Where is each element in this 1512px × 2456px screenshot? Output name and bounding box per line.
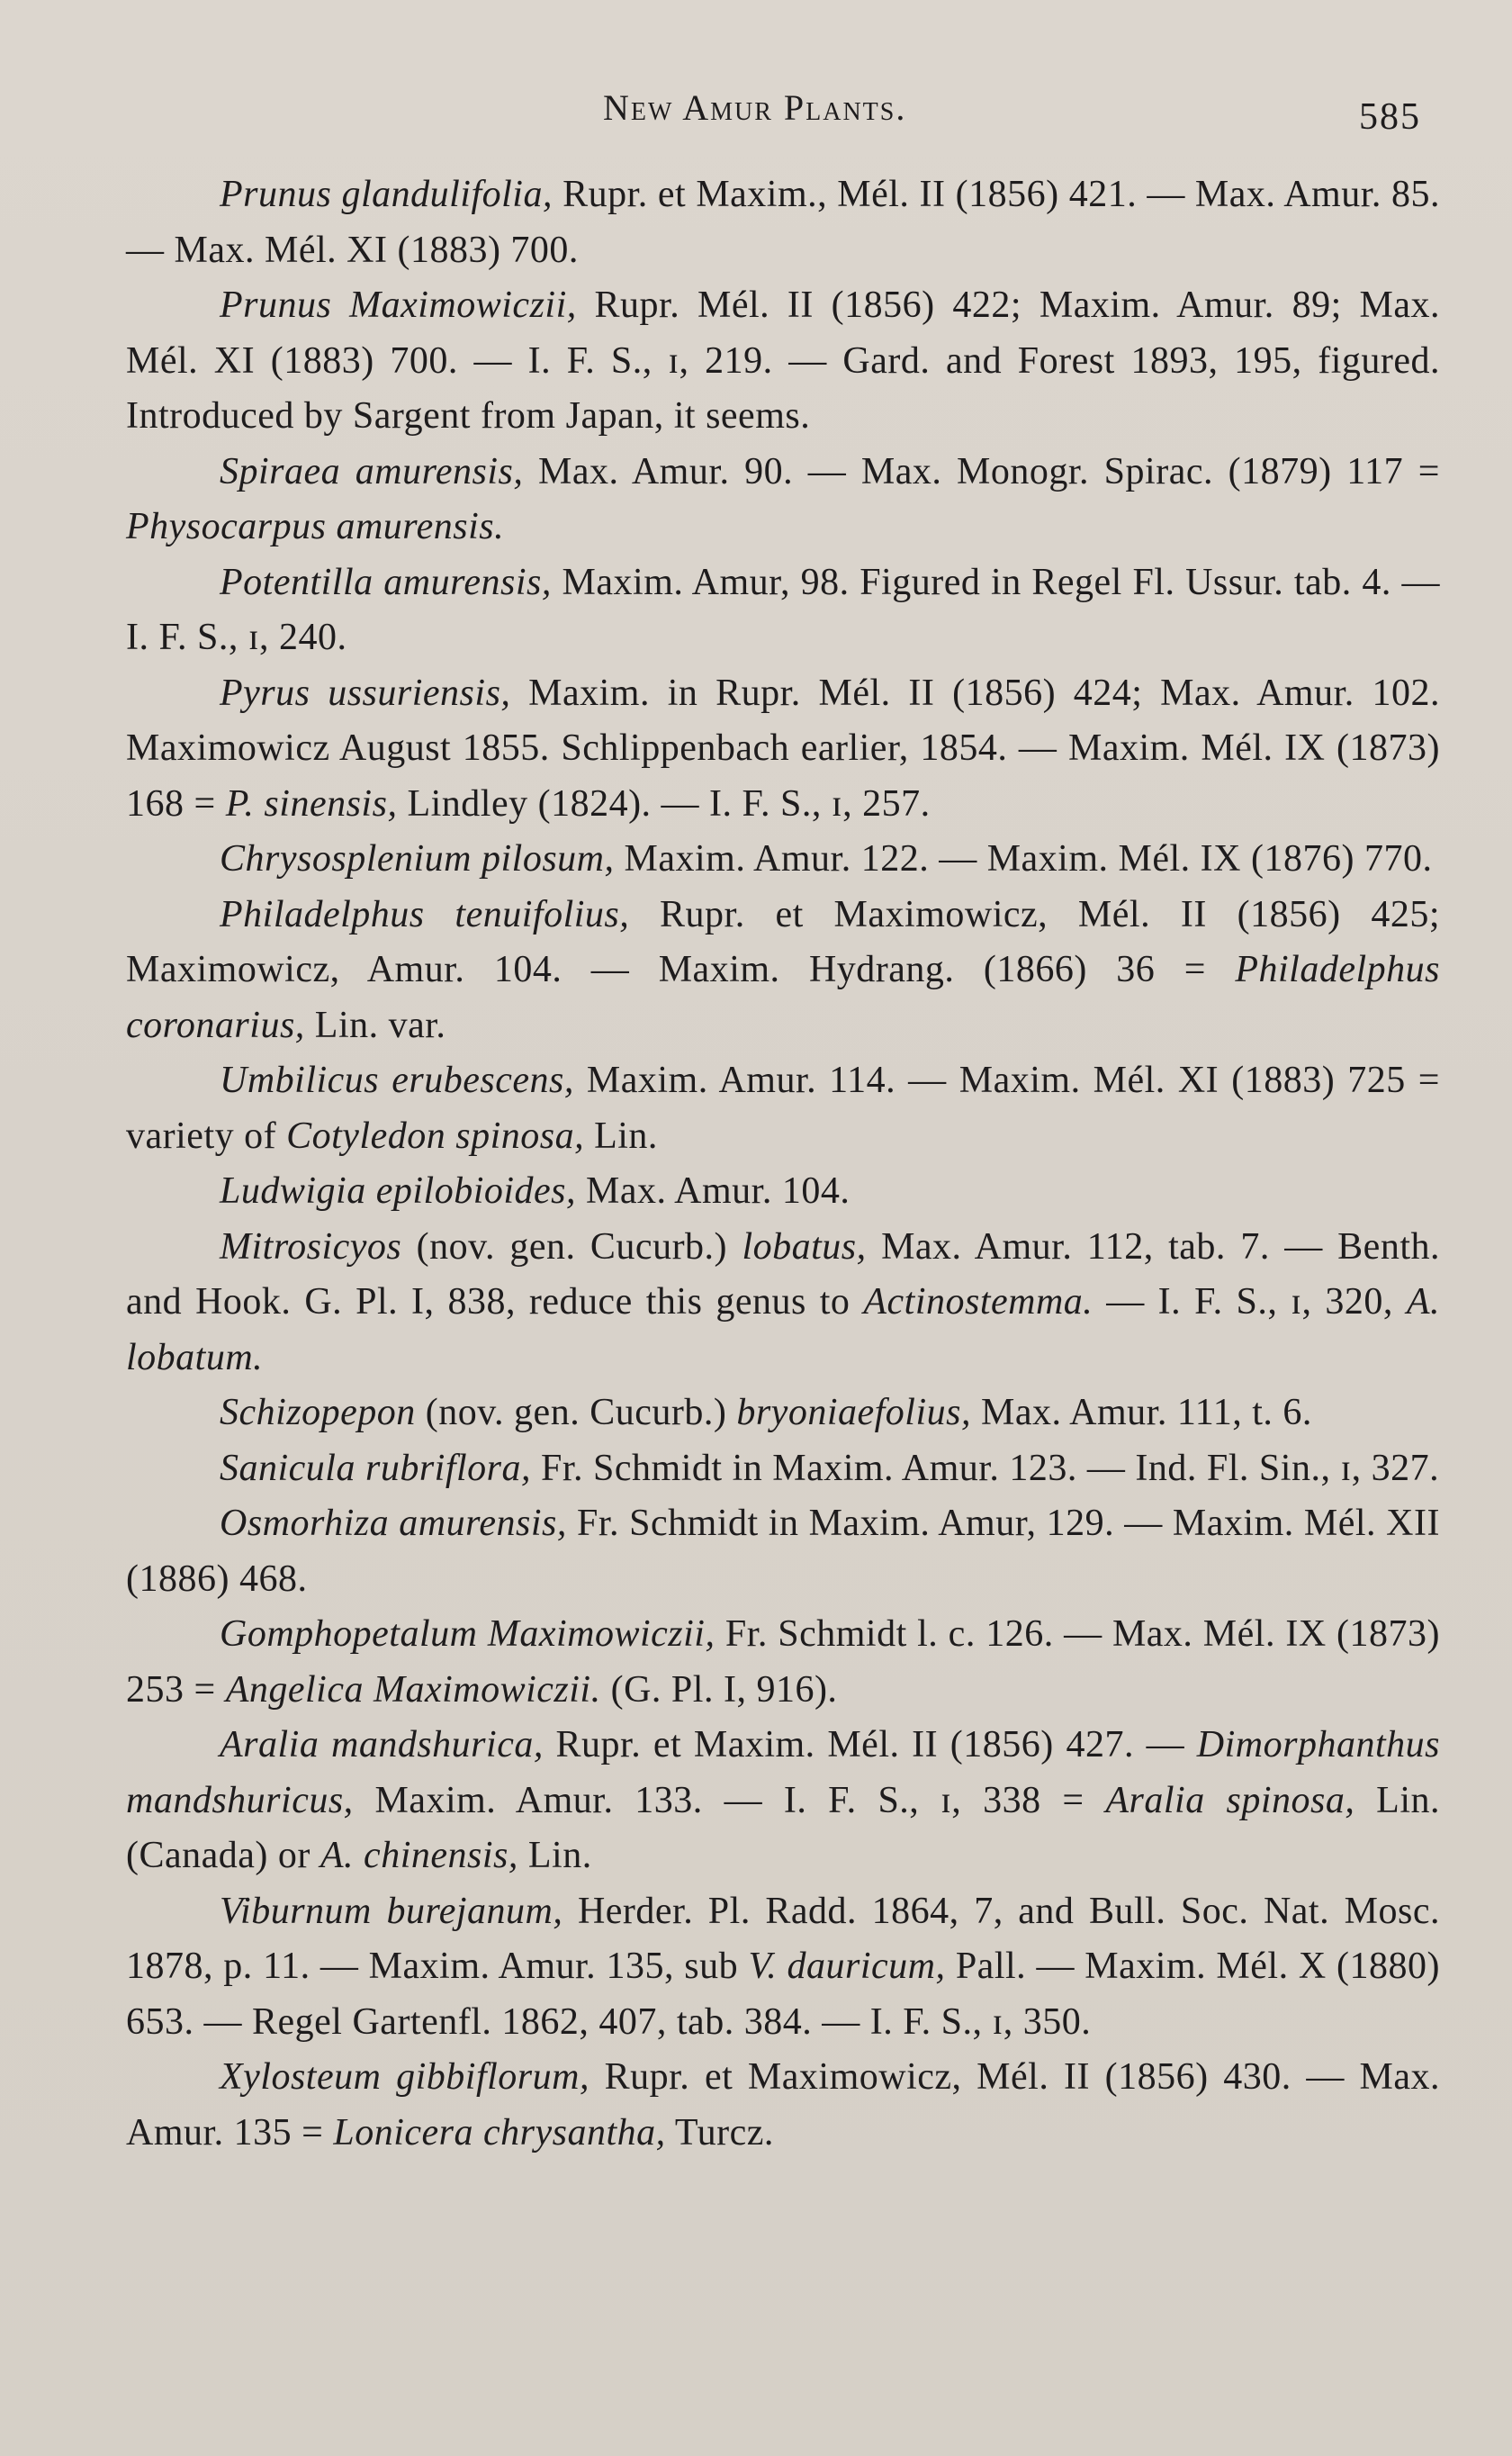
citation-text: — I. F. S., ɪ, 320,: [1093, 1281, 1407, 1323]
citation-text: Maxim. Amur. 122. — Maxim. Mél. IX (1876) 770.: [614, 838, 1433, 880]
citation-text: Rupr. et Maxim. Mél. II (1856) 427. —: [543, 1724, 1197, 1765]
italic-name: Physocarpus amurensis.: [126, 506, 505, 547]
italic-name: Potentilla amurensis,: [220, 561, 552, 603]
citation-text: Maxim. Amur, 98. Figured in Regel Fl. Ussur. tab. 4. — I. F. S., ɪ, 240.: [126, 561, 1440, 658]
species-entry: [126, 1053, 1440, 1164]
species-entry: [126, 666, 1440, 833]
italic-name: lobatus,: [742, 1225, 867, 1268]
citation-text: Maxim. Amur. 133. — I. F. S., ɪ, 338 =: [353, 1779, 1106, 1821]
italic-name: Umbilicus erubescens,: [220, 1060, 574, 1101]
citation-text: Herder. Pl. Radd. 1864, 7, and Bull. Soc. Nat. Mosc. 1878, p. 11. — Maxim. Amur. 135, sub: [126, 1890, 1441, 1987]
citation-text: Rupr. Mél. II (1856) 422; Maxim. Amur. 89; Max. Mél. XI (1883) 700. — I. F. S., ɪ, 219. — Gard. and Forest 1893, 195, figured. Introduced by Sargent from Japan, it seems.: [126, 284, 1440, 437]
citation-text: Maxim. in Rupr. Mél. II (1856) 424; Max. Amur. 102. Maximowicz August 1855. Schlippenbach earlier, 1854. — Maxim. Mél. IX (1873) 168 =: [126, 672, 1440, 825]
italic-name: Gomphopetalum Maximowiczii,: [220, 1613, 716, 1655]
citation-text: Fr. Schmidt in Maxim. Amur. 123. — Ind. Fl. Sin., ɪ, 327.: [531, 1447, 1440, 1489]
citation-text: Pall. — Maxim. Mél. X (1880) 653. — Regel Gartenfl. 1862, 407, tab. 384. — I. F. S., ɪ, 350.: [126, 1946, 1441, 2043]
citation-text: Lin. var.: [304, 1004, 446, 1046]
species-entry: [126, 445, 1440, 555]
citation-text: (nov. gen. Cucurb.): [415, 1392, 737, 1433]
italic-name: Lonicera chrysantha,: [333, 2111, 666, 2154]
italic-name: Aralia mandshurica,: [220, 1724, 544, 1765]
italic-name: Angelica Maximowiczii.: [225, 1668, 601, 1711]
running-head: New Amur Plants.: [603, 87, 907, 128]
italic-name: P. sinensis,: [225, 782, 398, 825]
italic-name: Chrysosplenium pilosum,: [220, 838, 615, 880]
species-entry: [126, 1884, 1440, 2051]
italic-name: Osmorhiza amurensis,: [220, 1503, 567, 1544]
italic-name: Prunus Maximowiczii,: [220, 284, 577, 326]
species-entry: [126, 278, 1440, 445]
italic-name: Aralia spinosa,: [1105, 1779, 1355, 1821]
citation-text: Lindley (1824). — I. F. S., ɪ, 257.: [397, 782, 931, 825]
citation-text: Turcz.: [665, 2111, 774, 2154]
citation-text: Lin.: [518, 1835, 592, 1876]
species-entry: [126, 555, 1440, 666]
citation-text: Rupr. et Maximowicz, Mél. II (1856) 430. — Max. Amur. 135 =: [126, 2056, 1441, 2154]
italic-name: Prunus glandulifolia,: [220, 174, 553, 215]
italic-name: Spiraea amurensis,: [220, 450, 524, 492]
citation-text: Rupr. et Maxim., Mél. II (1856) 421. — Max. Amur. 85. — Max. Mél. XI (1883) 700.: [126, 174, 1441, 271]
italic-name: Cotyledon spinosa,: [286, 1115, 585, 1157]
italic-name: Mitrosicyos: [220, 1225, 402, 1268]
italic-name: Philadelphus tenuifolius,: [220, 893, 630, 935]
body-text: [126, 167, 1440, 2161]
citation-text: Fr. Schmidt l. c. 126. — Max. Mél. IX (1873) 253 =: [126, 1613, 1440, 1711]
italic-name: Pyrus ussuriensis,: [220, 672, 511, 714]
italic-name: Sanicula rubriflora,: [220, 1447, 532, 1489]
italic-name: Philadelphus coronarius,: [126, 949, 1440, 1046]
citation-text: Max. Amur. 104.: [576, 1170, 850, 1212]
species-entry: [126, 832, 1440, 888]
species-entry: [126, 1164, 1440, 1220]
species-entry: [126, 2050, 1440, 2161]
species-entry: [126, 1220, 1440, 1386]
citation-text: Fr. Schmidt in Maxim. Amur, 129. — Maxim. Mél. XII (1886) 468.: [126, 1503, 1440, 1600]
species-entry: [126, 1607, 1440, 1718]
italic-name: Schizopepon: [220, 1392, 416, 1433]
italic-name: V. dauricum,: [748, 1946, 946, 1987]
page-number: 585: [1359, 96, 1421, 138]
page-header: [0, 86, 1512, 140]
species-entry: [126, 1496, 1440, 1607]
citation-text: Max. Amur. 90. — Max. Monogr. Spirac. (1879) 117 =: [523, 450, 1440, 492]
italic-name: Dimorphanthus mandshuricus,: [126, 1724, 1440, 1821]
species-entry: [126, 1441, 1440, 1497]
citation-text: Max. Amur. 112, tab. 7. — Benth. and Hook. G. Pl. I, 838, reduce this genus to: [126, 1225, 1440, 1323]
citation-text: Maxim. Amur. 114. — Maxim. Mél. XI (1883) 725 = variety of: [126, 1060, 1440, 1157]
citation-text: Rupr. et Maximowicz, Mél. II (1856) 425; Maximowicz, Amur. 104. — Maxim. Hydrang. (1866) 36 =: [126, 893, 1440, 990]
italic-name: bryoniaefolius,: [736, 1392, 971, 1433]
italic-name: A. chinensis,: [320, 1835, 518, 1876]
italic-name: Actinostemma.: [863, 1281, 1094, 1323]
citation-text: Max. Amur. 111, t. 6.: [970, 1392, 1312, 1433]
citation-text: (nov. gen. Cucurb.): [401, 1225, 742, 1268]
species-entry: [126, 167, 1440, 278]
italic-name: Xylosteum gibbiflorum,: [220, 2056, 590, 2098]
citation-text: Lin. (Canada) or: [126, 1779, 1440, 1876]
italic-name: Ludwigia epilobioides,: [220, 1170, 577, 1212]
species-entry: [126, 1386, 1440, 1441]
species-entry: [126, 1718, 1440, 1884]
italic-name: Viburnum burejanum,: [220, 1890, 563, 1932]
italic-name: A. lobatum.: [126, 1281, 1440, 1378]
citation-text: (G. Pl. I, 916).: [600, 1668, 838, 1711]
species-entry: [126, 888, 1440, 1054]
citation-text: Lin.: [584, 1115, 658, 1157]
